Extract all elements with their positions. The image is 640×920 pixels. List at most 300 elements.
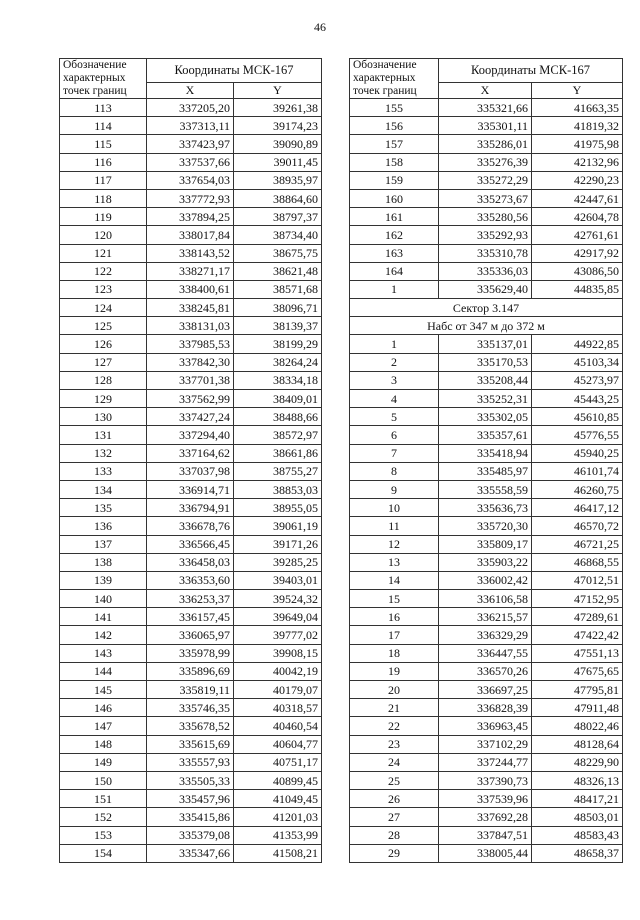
coord-x: 337692,28 [439, 808, 532, 826]
point-number: 116 [60, 153, 147, 171]
coord-x: 335903,22 [439, 553, 532, 571]
point-number: 119 [60, 208, 147, 226]
table-row [60, 444, 322, 462]
coord-y: 38139,37 [234, 317, 322, 335]
table-row [350, 535, 623, 553]
coord-y: 39524,32 [234, 590, 322, 608]
coord-y: 45103,34 [532, 353, 623, 371]
coord-x: 335208,44 [439, 371, 532, 389]
coord-y: 39908,15 [234, 644, 322, 662]
coord-x: 336570,26 [439, 662, 532, 680]
point-number: 25 [350, 771, 439, 789]
point-number: 154 [60, 844, 147, 862]
coord-y: 47152,95 [532, 590, 623, 608]
table-row [60, 662, 322, 680]
point-number: 147 [60, 717, 147, 735]
table-row [60, 499, 322, 517]
coord-y: 47675,65 [532, 662, 623, 680]
coord-y: 43086,50 [532, 262, 623, 280]
table-row [350, 117, 623, 135]
table-row [60, 299, 322, 317]
point-number: 23 [350, 735, 439, 753]
point-number: 143 [60, 644, 147, 662]
coord-y: 38734,40 [234, 226, 322, 244]
coord-y: 46101,74 [532, 462, 623, 480]
point-number: 153 [60, 826, 147, 844]
table-row [60, 608, 322, 626]
point-number: 15 [350, 590, 439, 608]
coord-x: 336215,57 [439, 608, 532, 626]
header-coordinates: Координаты МСК-167 [439, 59, 623, 83]
coord-y: 40179,07 [234, 681, 322, 699]
coord-y: 38755,27 [234, 462, 322, 480]
point-number: 29 [350, 844, 439, 862]
point-number: 118 [60, 189, 147, 207]
coord-y: 38334,18 [234, 371, 322, 389]
table-row [350, 153, 623, 171]
table-row [60, 226, 322, 244]
table-row [60, 480, 322, 498]
table-row [350, 626, 623, 644]
coord-x: 335252,31 [439, 390, 532, 408]
table-row [350, 808, 623, 826]
coord-x: 337654,03 [147, 171, 234, 189]
table-row [350, 280, 623, 298]
point-number: 137 [60, 535, 147, 553]
point-number: 2 [350, 353, 439, 371]
point-number: 26 [350, 790, 439, 808]
table-row [60, 699, 322, 717]
table-row [60, 426, 322, 444]
point-number: 20 [350, 681, 439, 699]
coord-y: 45443,25 [532, 390, 623, 408]
point-number: 123 [60, 280, 147, 298]
coord-y: 44835,85 [532, 280, 623, 298]
coord-y: 38488,66 [234, 408, 322, 426]
coord-x: 335170,53 [439, 353, 532, 371]
coord-y: 38661,86 [234, 444, 322, 462]
table-row [350, 244, 623, 262]
point-number: 4 [350, 390, 439, 408]
point-number: 140 [60, 590, 147, 608]
coord-x: 336447,55 [439, 644, 532, 662]
coord-x: 337842,30 [147, 353, 234, 371]
header-y: Y [234, 83, 322, 99]
coord-y: 45940,25 [532, 444, 623, 462]
coord-y: 41201,03 [234, 808, 322, 826]
point-number: 18 [350, 644, 439, 662]
table-row [60, 626, 322, 644]
coord-y: 38571,68 [234, 280, 322, 298]
table-row [60, 808, 322, 826]
coord-y: 38621,48 [234, 262, 322, 280]
point-number: 12 [350, 535, 439, 553]
coord-x: 335280,56 [439, 208, 532, 226]
point-number: 127 [60, 353, 147, 371]
point-number: 22 [350, 717, 439, 735]
point-number: 5 [350, 408, 439, 426]
coord-y: 39261,38 [234, 99, 322, 117]
table-row [350, 480, 623, 498]
coord-x: 336329,29 [439, 626, 532, 644]
point-number: 160 [350, 189, 439, 207]
coord-y: 38409,01 [234, 390, 322, 408]
point-number: 135 [60, 499, 147, 517]
table-row [350, 790, 623, 808]
table-row [60, 408, 322, 426]
table-row [350, 135, 623, 153]
coord-y: 48503,01 [532, 808, 623, 826]
table-row [60, 681, 322, 699]
coord-y: 46417,12 [532, 499, 623, 517]
coordinates-table-left [59, 58, 322, 863]
coord-x: 335276,39 [439, 153, 532, 171]
coord-y: 47795,81 [532, 681, 623, 699]
point-number: 13 [350, 553, 439, 571]
table-row [60, 135, 322, 153]
point-number: 144 [60, 662, 147, 680]
table-row [60, 790, 322, 808]
point-number: 24 [350, 753, 439, 771]
coord-x: 338271,17 [147, 262, 234, 280]
coord-y: 40318,57 [234, 699, 322, 717]
coord-x: 336566,45 [147, 535, 234, 553]
header-point-designation: Обозначение характерных точек границ [60, 59, 147, 99]
table-row [60, 262, 322, 280]
table-row [60, 735, 322, 753]
coord-x: 335336,03 [439, 262, 532, 280]
table-row [350, 390, 623, 408]
point-number: 163 [350, 244, 439, 262]
coord-y: 48229,90 [532, 753, 623, 771]
table-row [350, 681, 623, 699]
point-number: 17 [350, 626, 439, 644]
point-number: 161 [350, 208, 439, 226]
coord-x: 336678,76 [147, 517, 234, 535]
coord-y: 39285,25 [234, 553, 322, 571]
coord-y: 45273,97 [532, 371, 623, 389]
point-number: 122 [60, 262, 147, 280]
table-row [60, 553, 322, 571]
coord-x: 336353,60 [147, 571, 234, 589]
coord-x: 335809,17 [439, 535, 532, 553]
table-row [350, 499, 623, 517]
header-point-designation: Обозначение характерных точек границ [350, 59, 439, 99]
table-row [60, 371, 322, 389]
coord-x: 337313,11 [147, 117, 234, 135]
point-number: 150 [60, 771, 147, 789]
coord-x: 335137,01 [439, 335, 532, 353]
table-row [350, 171, 623, 189]
coord-y: 48583,43 [532, 826, 623, 844]
sector-title: Сектор 3.147 [350, 299, 623, 317]
table-row [350, 444, 623, 462]
coord-y: 41663,35 [532, 99, 623, 117]
table-row [350, 826, 623, 844]
coord-x: 336828,39 [439, 699, 532, 717]
coord-x: 337037,98 [147, 462, 234, 480]
point-number: 120 [60, 226, 147, 244]
coord-x: 337562,99 [147, 390, 234, 408]
coord-x: 335896,69 [147, 662, 234, 680]
point-number: 132 [60, 444, 147, 462]
coord-x: 337847,51 [439, 826, 532, 844]
table-row [350, 226, 623, 244]
point-number: 139 [60, 571, 147, 589]
coord-y: 47289,61 [532, 608, 623, 626]
coord-y: 46721,25 [532, 535, 623, 553]
table-row [350, 590, 623, 608]
coord-x: 335357,61 [439, 426, 532, 444]
point-number: 8 [350, 462, 439, 480]
point-number: 130 [60, 408, 147, 426]
point-number: 159 [350, 171, 439, 189]
coord-x: 336458,03 [147, 553, 234, 571]
coord-y: 41049,45 [234, 790, 322, 808]
coord-x: 335505,33 [147, 771, 234, 789]
coord-y: 45776,55 [532, 426, 623, 444]
header-y: Y [532, 83, 623, 99]
table-row [350, 662, 623, 680]
table-row [350, 517, 623, 535]
table-row [350, 717, 623, 735]
coord-x: 337772,93 [147, 189, 234, 207]
coord-x: 335347,66 [147, 844, 234, 862]
coord-x: 335415,86 [147, 808, 234, 826]
coord-x: 338005,44 [439, 844, 532, 862]
table-row [60, 844, 322, 862]
point-number: 142 [60, 626, 147, 644]
coord-y: 48128,64 [532, 735, 623, 753]
table-row [350, 208, 623, 226]
table-row [60, 390, 322, 408]
table-row [60, 590, 322, 608]
point-number: 6 [350, 426, 439, 444]
coord-x: 338245,81 [147, 299, 234, 317]
coord-y: 42604,78 [532, 208, 623, 226]
point-number: 138 [60, 553, 147, 571]
coord-y: 47911,48 [532, 699, 623, 717]
point-number: 115 [60, 135, 147, 153]
table-row [350, 189, 623, 207]
coord-y: 38935,97 [234, 171, 322, 189]
point-number: 114 [60, 117, 147, 135]
coord-x: 338131,03 [147, 317, 234, 335]
coord-y: 39403,01 [234, 571, 322, 589]
coord-x: 335615,69 [147, 735, 234, 753]
coord-x: 335379,08 [147, 826, 234, 844]
page-number: 46 [314, 20, 326, 34]
coord-y: 48658,37 [532, 844, 623, 862]
table-row [350, 262, 623, 280]
coord-y: 44922,85 [532, 335, 623, 353]
point-number: 124 [60, 299, 147, 317]
coord-y: 38675,75 [234, 244, 322, 262]
point-number: 152 [60, 808, 147, 826]
coord-y: 40604,77 [234, 735, 322, 753]
table-row [350, 735, 623, 753]
coord-y: 47422,42 [532, 626, 623, 644]
coord-y: 45610,85 [532, 408, 623, 426]
coord-y: 41819,32 [532, 117, 623, 135]
point-number: 21 [350, 699, 439, 717]
point-number: 151 [60, 790, 147, 808]
coord-y: 41353,99 [234, 826, 322, 844]
coord-x: 335678,52 [147, 717, 234, 735]
coord-x: 336157,45 [147, 608, 234, 626]
coord-y: 46570,72 [532, 517, 623, 535]
coord-y: 38797,37 [234, 208, 322, 226]
coord-y: 38264,24 [234, 353, 322, 371]
coord-x: 336697,25 [439, 681, 532, 699]
coord-x: 336065,97 [147, 626, 234, 644]
table-row [60, 208, 322, 226]
coord-x: 335301,11 [439, 117, 532, 135]
table-row [350, 771, 623, 789]
table-row [350, 553, 623, 571]
table-row [60, 571, 322, 589]
coord-x: 337294,40 [147, 426, 234, 444]
point-number: 1 [350, 335, 439, 353]
coord-y: 48022,46 [532, 717, 623, 735]
table-row [350, 335, 623, 353]
coord-y: 40460,54 [234, 717, 322, 735]
table-row [60, 517, 322, 535]
table-row [60, 117, 322, 135]
table-row [60, 317, 322, 335]
point-number: 19 [350, 662, 439, 680]
point-number: 134 [60, 480, 147, 498]
table-row [60, 171, 322, 189]
table-row [60, 462, 322, 480]
point-number: 14 [350, 571, 439, 589]
coord-x: 336106,58 [439, 590, 532, 608]
point-number: 148 [60, 735, 147, 753]
coord-x: 335273,67 [439, 189, 532, 207]
point-number: 145 [60, 681, 147, 699]
coord-x: 337164,62 [147, 444, 234, 462]
point-number: 126 [60, 335, 147, 353]
coord-x: 335746,35 [147, 699, 234, 717]
coord-x: 335286,01 [439, 135, 532, 153]
coord-x: 335978,99 [147, 644, 234, 662]
coord-x: 335485,97 [439, 462, 532, 480]
coord-x: 335310,78 [439, 244, 532, 262]
coord-y: 47012,51 [532, 571, 623, 589]
sector-subtitle: Набс от 347 м до 372 м [350, 317, 623, 335]
coord-x: 337539,96 [439, 790, 532, 808]
point-number: 131 [60, 426, 147, 444]
table-row [60, 644, 322, 662]
coord-x: 337423,97 [147, 135, 234, 153]
coord-x: 338400,61 [147, 280, 234, 298]
table-row [350, 571, 623, 589]
point-number: 3 [350, 371, 439, 389]
point-number: 11 [350, 517, 439, 535]
point-number: 157 [350, 135, 439, 153]
coord-y: 38199,29 [234, 335, 322, 353]
table-row [60, 826, 322, 844]
point-number: 117 [60, 171, 147, 189]
coord-x: 335819,11 [147, 681, 234, 699]
point-number: 28 [350, 826, 439, 844]
coord-x: 337701,38 [147, 371, 234, 389]
table-row [350, 408, 623, 426]
coord-y: 42447,61 [532, 189, 623, 207]
coord-y: 40751,17 [234, 753, 322, 771]
point-number: 155 [350, 99, 439, 117]
coord-x: 337205,20 [147, 99, 234, 117]
point-number: 162 [350, 226, 439, 244]
coord-y: 42290,23 [532, 171, 623, 189]
table-row [350, 462, 623, 480]
table-row [60, 771, 322, 789]
coord-x: 336794,91 [147, 499, 234, 517]
point-number: 7 [350, 444, 439, 462]
coord-y: 39171,26 [234, 535, 322, 553]
coord-x: 335302,05 [439, 408, 532, 426]
coord-y: 38864,60 [234, 189, 322, 207]
coord-y: 47551,13 [532, 644, 623, 662]
coord-x: 336002,42 [439, 571, 532, 589]
coord-x: 337894,25 [147, 208, 234, 226]
coord-y: 40899,45 [234, 771, 322, 789]
point-number: 113 [60, 99, 147, 117]
coord-x: 335272,29 [439, 171, 532, 189]
table-row [350, 353, 623, 371]
table-row [350, 699, 623, 717]
table-row [60, 280, 322, 298]
point-number: 27 [350, 808, 439, 826]
point-number: 128 [60, 371, 147, 389]
coord-y: 39061,19 [234, 517, 322, 535]
coord-y: 38096,71 [234, 299, 322, 317]
coord-y: 38955,05 [234, 499, 322, 517]
table-row [60, 244, 322, 262]
point-number: 164 [350, 262, 439, 280]
point-number: 121 [60, 244, 147, 262]
point-number: 136 [60, 517, 147, 535]
header-x: X [439, 83, 532, 99]
point-number: 16 [350, 608, 439, 626]
point-number: 146 [60, 699, 147, 717]
table-row [60, 99, 322, 117]
table-row [60, 189, 322, 207]
coord-x: 336253,37 [147, 590, 234, 608]
coord-x: 335418,94 [439, 444, 532, 462]
header-coordinates: Координаты МСК-167 [147, 59, 322, 83]
point-number: 10 [350, 499, 439, 517]
coord-x: 335457,96 [147, 790, 234, 808]
table-row [350, 99, 623, 117]
coord-x: 337427,24 [147, 408, 234, 426]
coord-x: 335636,73 [439, 499, 532, 517]
point-number: 1 [350, 280, 439, 298]
table-row [350, 844, 623, 862]
coord-y: 39011,45 [234, 153, 322, 171]
table-row [60, 153, 322, 171]
point-number: 141 [60, 608, 147, 626]
point-number: 149 [60, 753, 147, 771]
coord-y: 41975,98 [532, 135, 623, 153]
coord-y: 42132,96 [532, 153, 623, 171]
coord-y: 39649,04 [234, 608, 322, 626]
coord-x: 336963,45 [439, 717, 532, 735]
coord-x: 338017,84 [147, 226, 234, 244]
point-number: 133 [60, 462, 147, 480]
point-number: 125 [60, 317, 147, 335]
table-row [60, 535, 322, 553]
